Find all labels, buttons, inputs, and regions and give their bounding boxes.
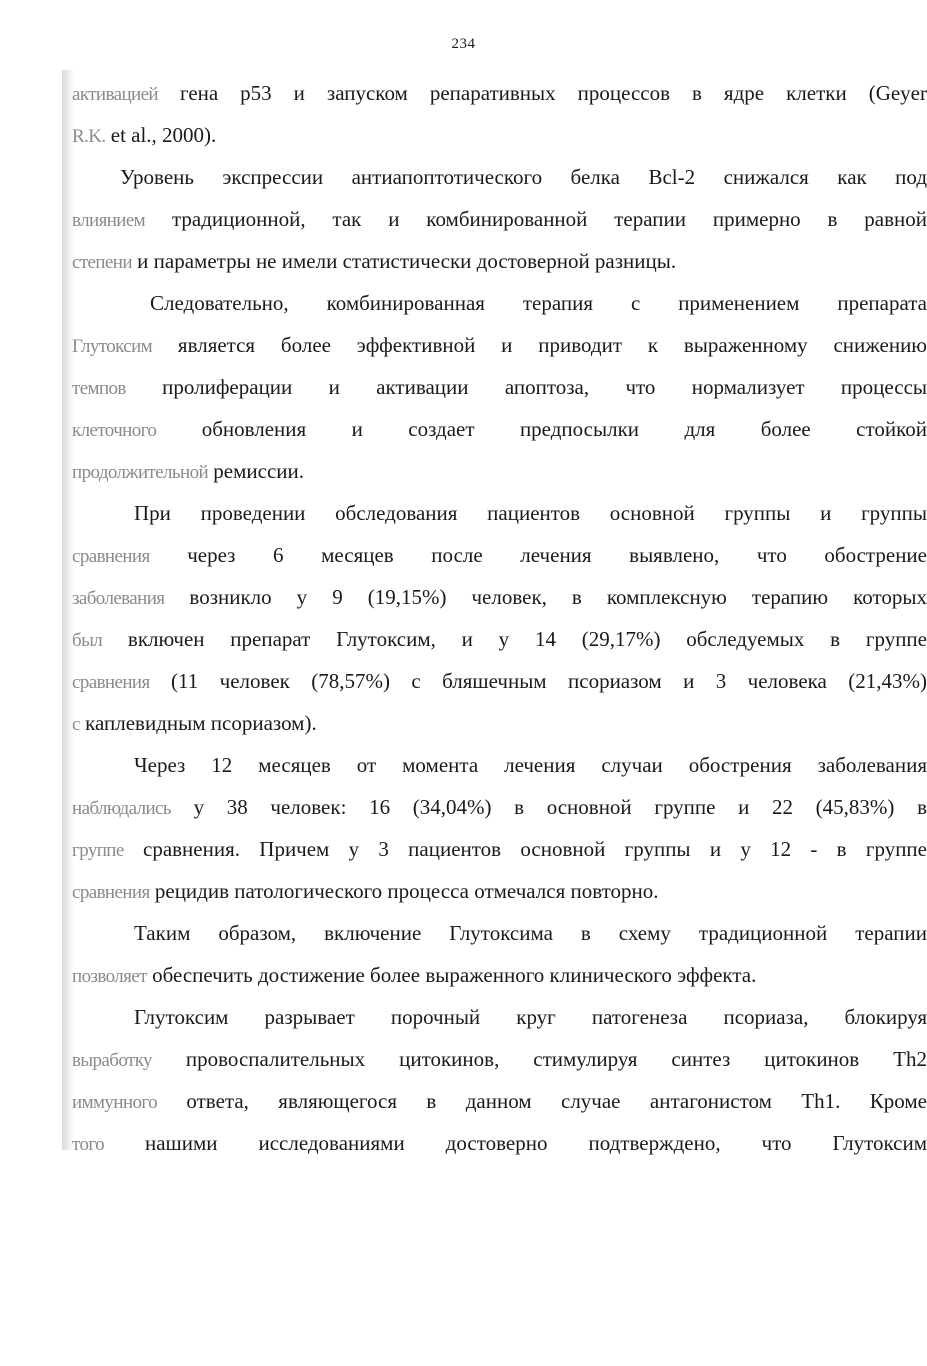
text-line [72, 744, 927, 786]
faded-word: сравнения [72, 882, 150, 903]
line-text: При проведении обследования пациентов основной группы и группы [134, 501, 927, 525]
faded-word: темпов [72, 378, 126, 399]
faded-word: степени [72, 252, 132, 273]
faded-word: влиянием [72, 210, 146, 231]
text-line [72, 156, 927, 198]
faded-word: наблюдались [72, 798, 171, 819]
text-line [72, 660, 927, 702]
line-text: провоспалительных цитокинов, стимулируя синтез цитокинов Th2 [151, 1047, 927, 1071]
faded-word: заболевания [72, 588, 165, 609]
document-body [72, 72, 927, 1164]
line-text: ответа, являющегося в данном случае антагонистом Th1. Кроме [156, 1089, 927, 1113]
text-line [72, 492, 927, 534]
line-text: ремиссии. [208, 459, 305, 483]
line-text: возникло у 9 (19,15%) человек, в комплексную терапию которых [164, 585, 927, 609]
text-line [72, 450, 927, 492]
faded-word: группе [72, 840, 124, 861]
line-text: рецидив патологического процесса отмечался повторно. [149, 879, 659, 903]
line-text: (11 человек (78,57%) с бляшечным псориазом и 3 человека (21,43%) [149, 669, 927, 693]
text-line [72, 912, 927, 954]
faded-word: позволяет [72, 966, 147, 987]
line-text: каплевидным псориазом). [79, 711, 317, 735]
text-line [72, 1122, 927, 1164]
line-text: включен препарат Глутоксим, и у 14 (29,17%) обследуемых в группе [102, 627, 927, 651]
line-text: сравнения. Причем у 3 пациентов основной группы и у 12 - в группе [123, 837, 927, 861]
faded-word: R.K. [72, 126, 106, 147]
line-text: Таким образом, включение Глутоксима в схему традиционной терапии [134, 921, 927, 945]
faded-word: активацией [72, 84, 158, 105]
line-text: обеспечить достижение более выраженного клинического эффекта. [146, 963, 757, 987]
text-line [72, 534, 927, 576]
line-text: Глутоксим разрывает порочный круг патогенеза псориаза, блокируя [134, 1005, 927, 1029]
line-text: является более эффективной и приводит к выраженному снижению [152, 333, 927, 357]
faded-word: с [72, 714, 80, 735]
text-line [72, 114, 927, 156]
text-line [72, 324, 927, 366]
line-text: гена р53 и запуском репаративных процессов в ядре клетки (Geyer [157, 81, 927, 105]
line-text: пролиферации и активации апоптоза, что нормализует процессы [125, 375, 927, 399]
text-line [72, 954, 927, 996]
text-line [72, 198, 927, 240]
line-text: et al., 2000). [105, 123, 217, 147]
text-line [72, 240, 927, 282]
text-line [72, 408, 927, 450]
text-line [72, 618, 927, 660]
text-line [72, 366, 927, 408]
faded-word: сравнения [72, 546, 150, 567]
text-line [72, 282, 927, 324]
line-text: Через 12 месяцев от момента лечения случаи обострения заболевания [134, 753, 927, 777]
faded-word: иммунного [72, 1092, 157, 1113]
text-line [72, 1080, 927, 1122]
text-line [72, 996, 927, 1038]
faded-word: выработку [72, 1050, 152, 1071]
faded-word: клеточного [72, 420, 157, 441]
line-text: традиционной, так и комбинированной терапии примерно в равной [145, 207, 927, 231]
faded-word: того [72, 1134, 104, 1155]
line-text: Следовательно, комбинированная терапия с применением препарата [150, 291, 927, 315]
line-text: Уровень экспрессии антиапоптотического белка Bcl-2 снижался как под [120, 165, 927, 189]
faded-word: был [72, 630, 103, 651]
text-line [72, 1038, 927, 1080]
text-line [72, 870, 927, 912]
faded-word: продолжительной [72, 462, 209, 483]
line-text: у 38 человек: 16 (34,04%) в основной группе и 22 (45,83%) в [170, 795, 927, 819]
faded-word: Глутоксим [72, 336, 153, 357]
text-line [72, 72, 927, 114]
text-line [72, 702, 927, 744]
line-text: через 6 месяцев после лечения выявлено, что обострение [149, 543, 927, 567]
text-line [72, 786, 927, 828]
line-text: нашими исследованиями достоверно подтверждено, что Глутоксим [103, 1131, 927, 1155]
page-number: 234 [451, 36, 476, 52]
line-text: обновления и создает предпосылки для более стойкой [156, 417, 927, 441]
text-line [72, 828, 927, 870]
text-line [72, 576, 927, 618]
faded-word: сравнения [72, 672, 150, 693]
line-text: и параметры не имели статистически достоверной разницы. [131, 249, 677, 273]
